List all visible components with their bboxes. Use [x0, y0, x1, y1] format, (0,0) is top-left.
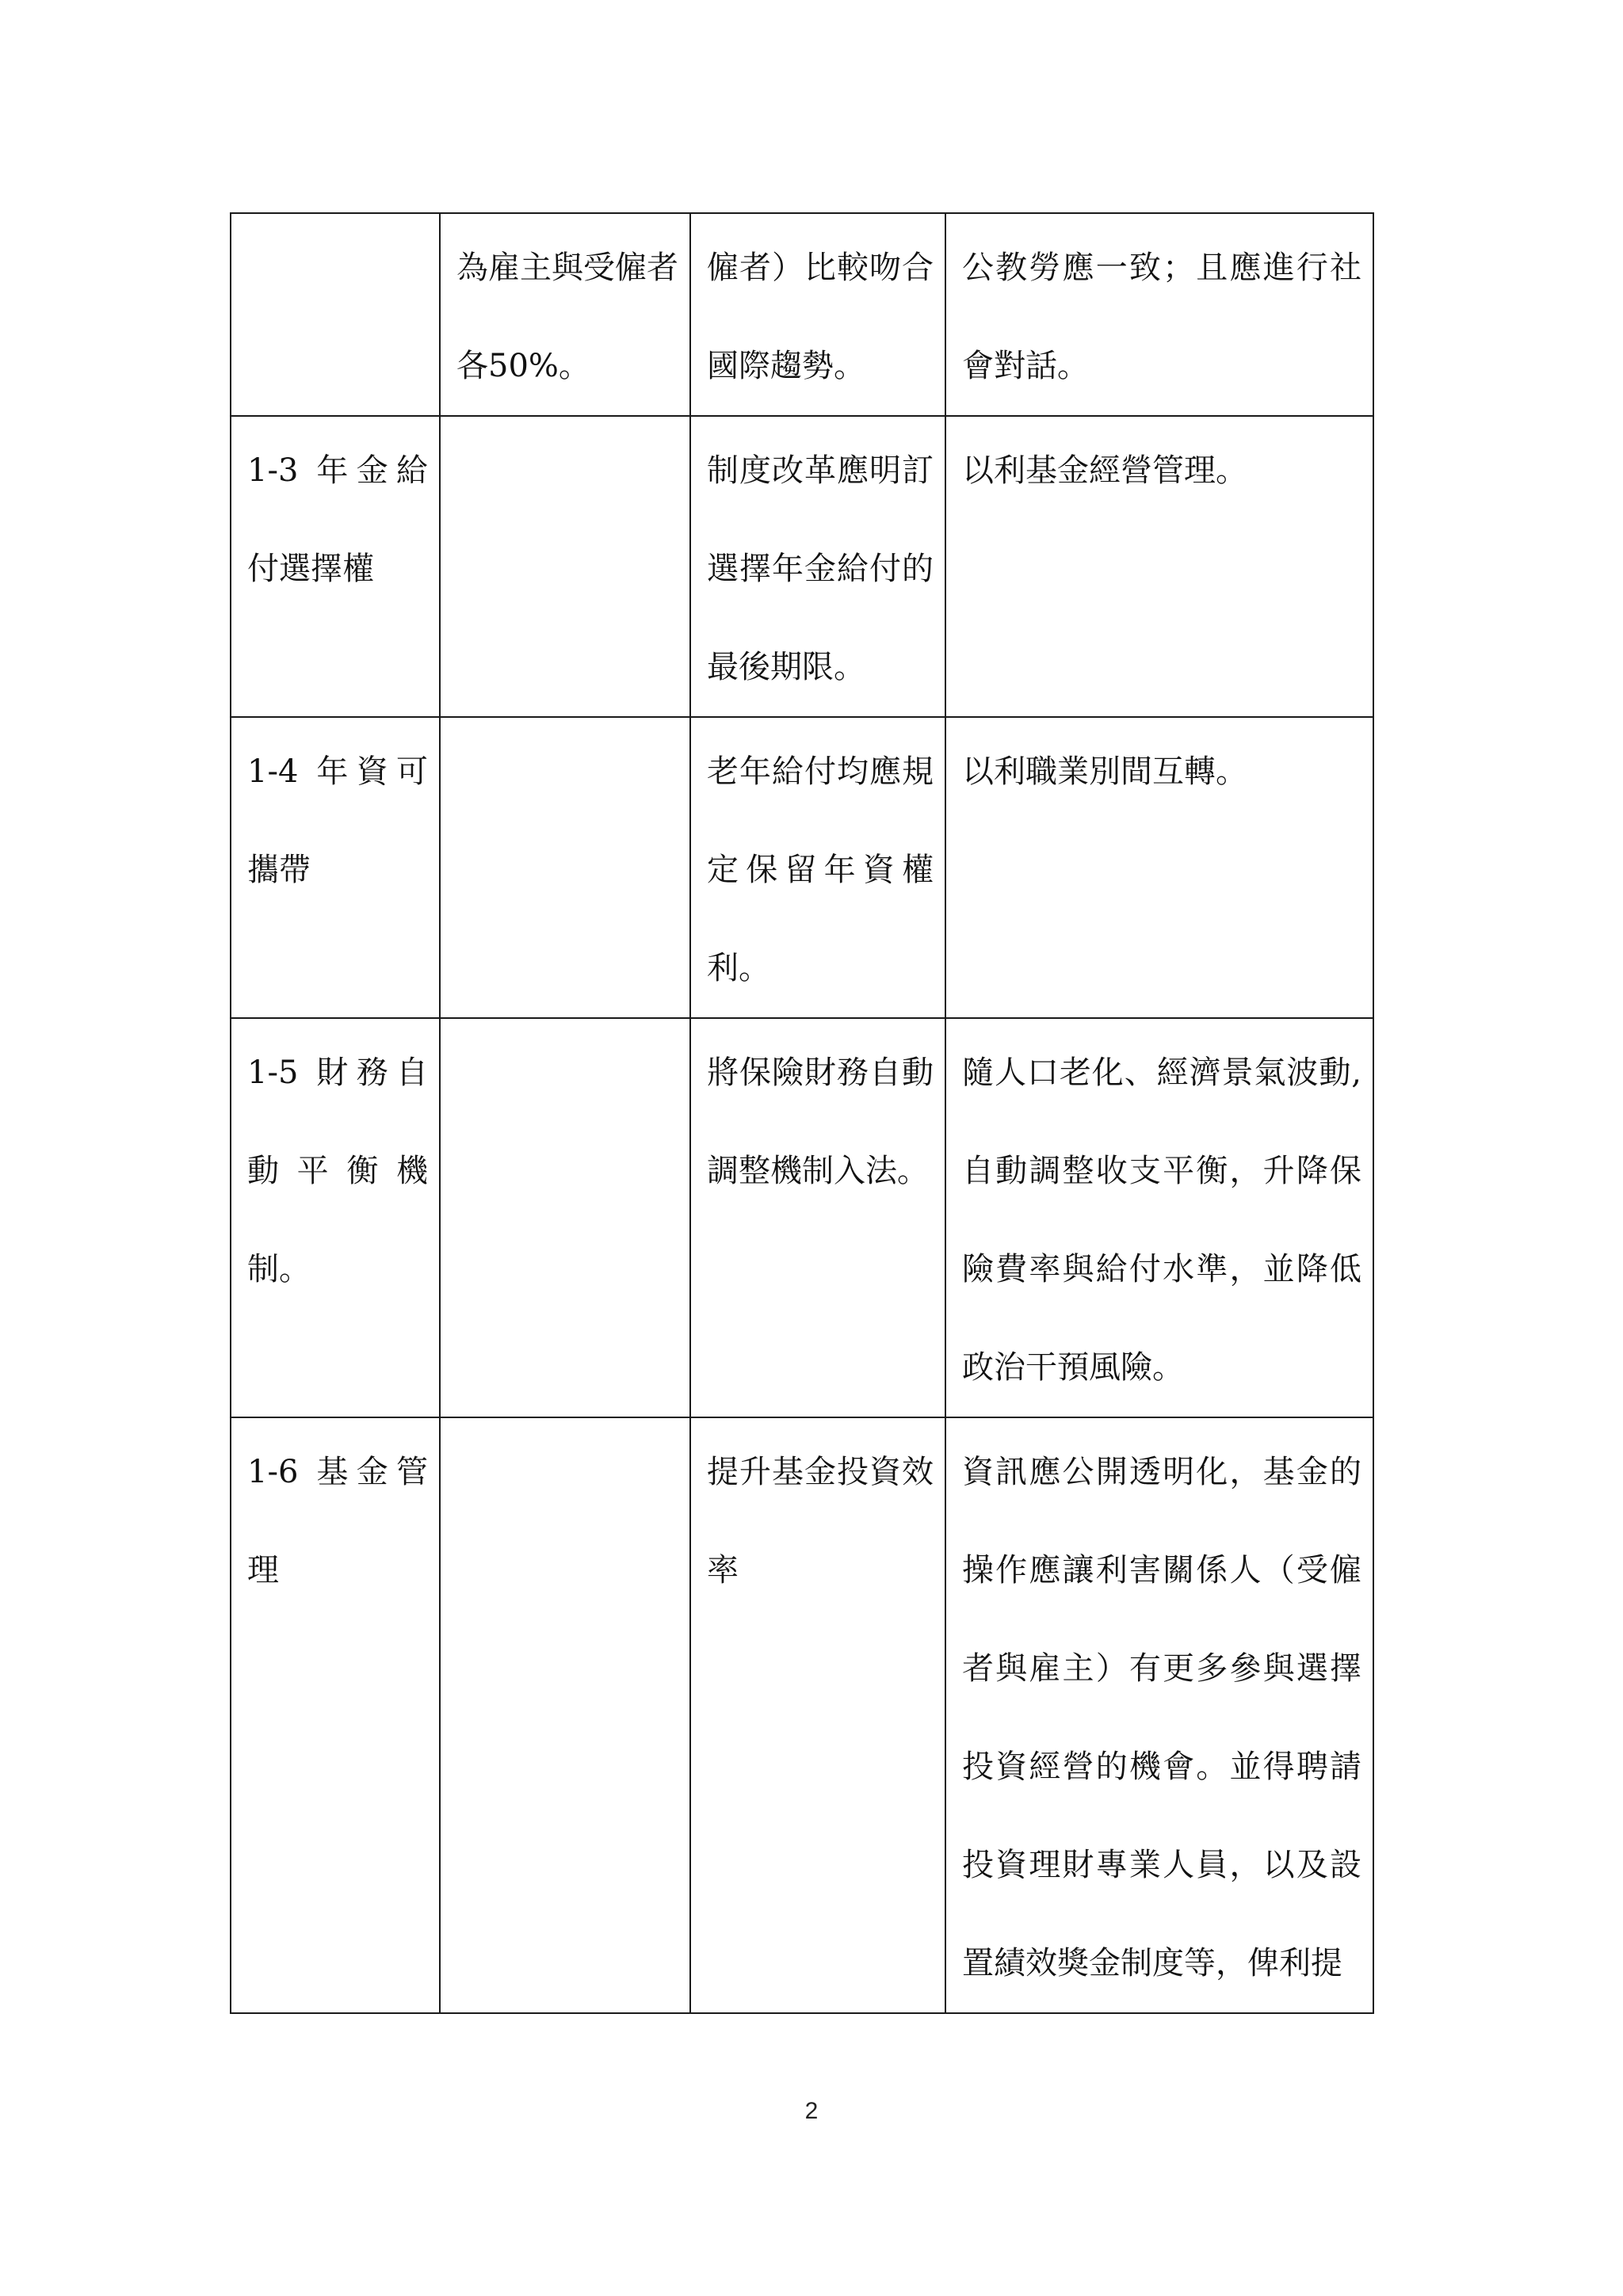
note-cell: 公教勞應一致；且應進行社會對話。: [945, 213, 1373, 416]
suggestion-cell: 老年給付均應規定保留年資權利。: [690, 717, 945, 1018]
note-cell: 以利基金經營管理。: [945, 416, 1373, 717]
content-cell: [440, 1018, 690, 1417]
content-cell: [440, 1417, 690, 2013]
content-cell: [440, 717, 690, 1018]
suggestion-cell: 將保險財務自動調整機制入法。: [690, 1018, 945, 1417]
item-cell: [231, 213, 440, 416]
item-cell: 1-4 年資可攜帶: [231, 717, 440, 1018]
table-row: [231, 416, 1373, 717]
suggestion-cell: 僱者）比較吻合國際趨勢。: [690, 213, 945, 416]
suggestion-cell: 制度改革應明訂選擇年金給付的最後期限。: [690, 416, 945, 717]
note-cell: 以利職業別間互轉。: [945, 717, 1373, 1018]
item-cell: 1-6 基金管理: [231, 1417, 440, 2013]
table-row: [231, 717, 1373, 1018]
table-row: [231, 213, 1373, 416]
suggestion-cell: 提升基金投資效率: [690, 1417, 945, 2013]
item-cell: 1-3 年金給付選擇權: [231, 416, 440, 717]
policy-table: [230, 212, 1374, 2014]
note-cell: 隨人口老化、經濟景氣波動,自動調整收支平衡，升降保險費率與給付水準，並降低政治干預風險。: [945, 1018, 1373, 1417]
table-row: [231, 1018, 1373, 1417]
content-cell: [440, 416, 690, 717]
content-cell: 為雇主與受僱者各50%。: [440, 213, 690, 416]
table-row: [231, 1417, 1373, 2013]
page-number: 2: [804, 2098, 819, 2124]
note-cell: 資訊應公開透明化，基金的操作應讓利害關係人（受僱者與雇主）有更多參與選擇投資經營的機會。並得聘請投資理財專業人員，以及設置績效獎金制度等，俾利提: [945, 1417, 1373, 2013]
item-cell: 1-5 財務自動平衡機制。: [231, 1018, 440, 1417]
